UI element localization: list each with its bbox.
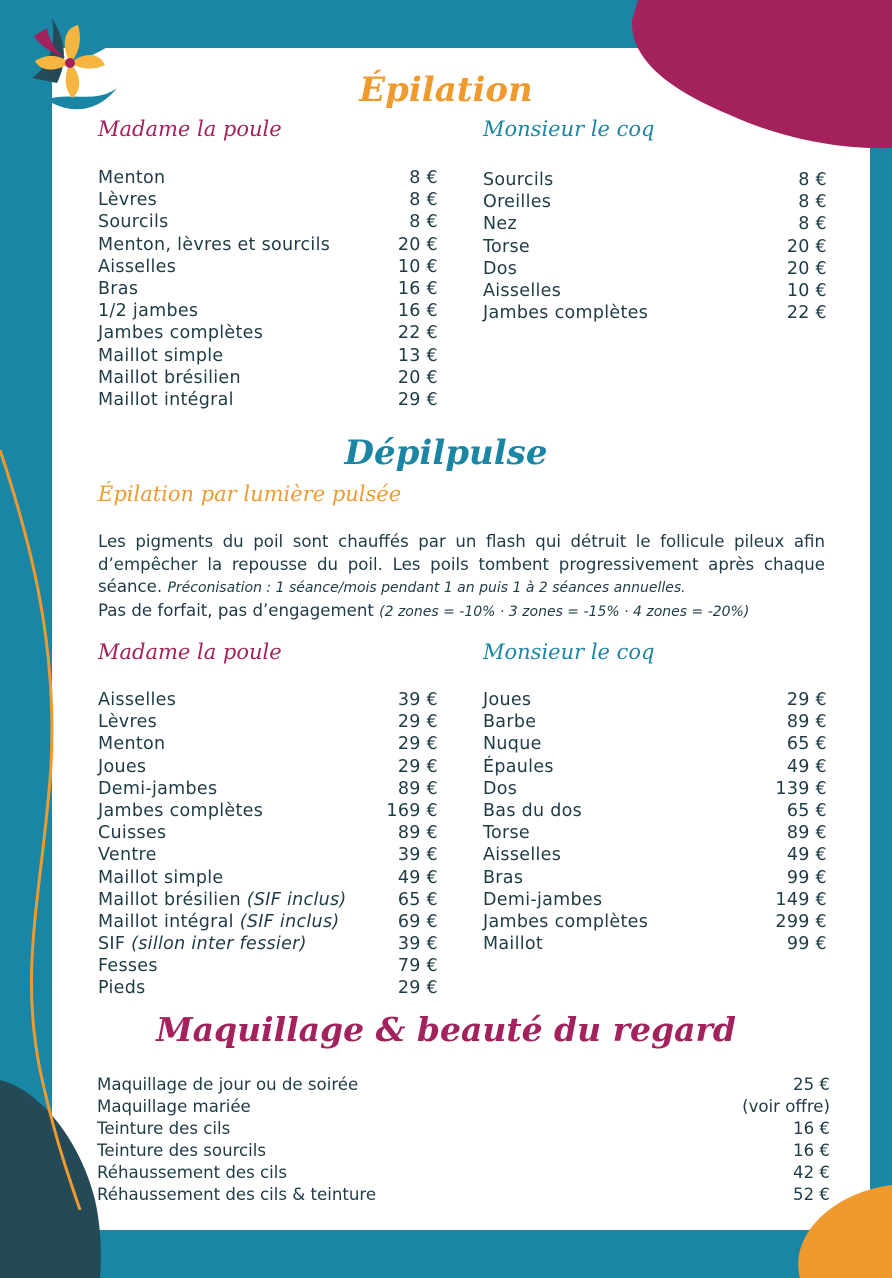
service-price: 39 € xyxy=(397,845,438,866)
service-label xyxy=(98,389,234,411)
price-row xyxy=(98,822,438,844)
service-name: Oreilles xyxy=(483,192,552,213)
service-price: 22 € xyxy=(786,303,827,324)
service-price: 52 € xyxy=(793,1185,830,1204)
service-label xyxy=(483,756,554,778)
service-name: Dos xyxy=(483,778,518,799)
service-price: 8 € xyxy=(798,170,827,190)
price-row xyxy=(483,933,827,955)
price-row xyxy=(483,280,827,302)
no-package-text: Pas de forfait, pas d’engagement xyxy=(98,600,374,620)
service-label xyxy=(483,689,531,711)
price-row xyxy=(98,867,438,889)
price-row xyxy=(483,169,827,191)
service-price: 39 € xyxy=(397,934,438,955)
service-label xyxy=(98,800,263,822)
service-price: 20 € xyxy=(397,367,438,388)
price-row xyxy=(97,1184,830,1206)
orange-line-decoration xyxy=(0,450,90,1210)
service-name: Maillot intégral xyxy=(98,389,234,410)
service-price: 8 € xyxy=(409,190,438,211)
service-name: Torse xyxy=(483,823,531,844)
price-row xyxy=(98,256,438,278)
service-name: Dos xyxy=(483,258,518,279)
service-label xyxy=(97,1140,266,1162)
service-price: 149 € xyxy=(775,889,827,910)
service-label xyxy=(483,213,517,235)
price-row xyxy=(98,711,438,733)
price-row xyxy=(98,844,438,866)
service-label xyxy=(98,345,224,367)
service-name: Épaules xyxy=(483,756,554,777)
service-label xyxy=(98,977,146,999)
service-price: 13 € xyxy=(397,345,438,366)
service-label xyxy=(98,167,165,189)
depilpulse-madame-heading: Madame la poule xyxy=(98,640,282,664)
price-row xyxy=(98,955,438,977)
price-row xyxy=(483,800,827,822)
service-price: 29 € xyxy=(397,978,438,999)
price-row xyxy=(483,889,827,911)
service-name: Aisselles xyxy=(483,845,562,866)
service-price: (voir offre) xyxy=(742,1097,830,1116)
service-price: 10 € xyxy=(786,280,827,301)
discounts-text: (2 zones = -10% · 3 zones = -15% · 4 zones = -20%) xyxy=(379,603,750,620)
service-price: 79 € xyxy=(397,956,438,977)
service-label xyxy=(98,256,176,278)
service-name: Barbe xyxy=(483,712,537,733)
service-name: Bras xyxy=(483,867,524,888)
service-price: 39 € xyxy=(397,690,438,710)
price-row xyxy=(483,689,827,711)
maquillage-list xyxy=(97,1074,830,1206)
service-label xyxy=(98,278,138,300)
service-price: 99 € xyxy=(786,934,827,955)
service-price: 8 € xyxy=(409,168,438,188)
service-name: Fesses xyxy=(98,956,158,977)
service-label xyxy=(98,933,307,955)
service-label xyxy=(98,778,217,800)
service-name: Cuisses xyxy=(98,823,167,844)
price-row xyxy=(98,800,438,822)
price-row xyxy=(98,389,438,411)
price-row xyxy=(98,300,438,322)
service-label xyxy=(98,234,330,256)
service-price: 16 € xyxy=(397,301,438,322)
service-name: Aisselles xyxy=(98,690,177,710)
price-row xyxy=(483,191,827,213)
price-row xyxy=(98,234,438,256)
price-row xyxy=(97,1162,830,1184)
service-name: Joues xyxy=(98,756,147,777)
service-price: 8 € xyxy=(409,212,438,233)
price-row xyxy=(98,689,438,711)
service-label xyxy=(97,1162,287,1184)
service-label xyxy=(97,1184,376,1206)
service-name: Teinture des sourcils xyxy=(97,1141,267,1160)
price-row xyxy=(98,322,438,344)
service-name: Sourcils xyxy=(98,212,169,233)
epilation-title: Épilation xyxy=(359,70,533,110)
price-row xyxy=(98,778,438,800)
service-label xyxy=(98,889,347,911)
service-label xyxy=(483,911,648,933)
service-price: 49 € xyxy=(397,867,438,888)
service-name: Bas du dos xyxy=(483,800,583,821)
service-price: 89 € xyxy=(786,823,827,844)
service-label xyxy=(483,258,517,280)
service-price: 10 € xyxy=(397,256,438,277)
service-label xyxy=(98,689,176,711)
service-label xyxy=(98,911,340,933)
service-name: 1/2 jambes xyxy=(98,301,199,322)
price-row xyxy=(98,733,438,755)
service-price: 49 € xyxy=(786,756,827,777)
epilation-madame-list xyxy=(98,167,438,411)
service-label xyxy=(483,778,517,800)
service-label xyxy=(98,189,157,211)
service-note: (SIF inclus) xyxy=(239,911,340,932)
depilpulse-description xyxy=(98,531,825,623)
service-name: Nez xyxy=(483,214,517,235)
service-label xyxy=(98,711,157,733)
service-price: 20 € xyxy=(397,234,438,255)
service-price: 8 € xyxy=(798,192,827,213)
service-name: Maillot brésilien xyxy=(98,889,241,910)
depilpulse-madame-list xyxy=(98,689,438,1000)
service-name: Demi-jambes xyxy=(483,889,603,910)
service-name: Jambes complètes xyxy=(98,323,264,344)
maquillage-title: Maquillage & beauté du regard xyxy=(156,1010,736,1049)
price-row xyxy=(97,1096,830,1118)
service-price: 29 € xyxy=(397,734,438,755)
price-row xyxy=(483,258,827,280)
depilpulse-subtitle: Épilation par lumière pulsée xyxy=(98,482,402,506)
depilpulse-monsieur-list xyxy=(483,689,827,955)
service-price: 16 € xyxy=(793,1119,830,1138)
service-price: 89 € xyxy=(397,778,438,799)
price-row xyxy=(97,1074,830,1096)
depilpulse-monsieur-heading: Monsieur le coq xyxy=(483,640,655,664)
service-name: Maillot intégral xyxy=(98,911,234,932)
service-price: 139 € xyxy=(775,778,827,799)
service-label xyxy=(98,822,166,844)
price-row xyxy=(483,236,827,258)
service-name: Jambes complètes xyxy=(483,303,649,324)
service-price: 65 € xyxy=(786,800,827,821)
service-price: 29 € xyxy=(786,690,827,710)
service-label xyxy=(483,844,561,866)
price-row xyxy=(98,911,438,933)
service-label xyxy=(97,1118,230,1140)
service-price: 65 € xyxy=(397,889,438,910)
service-name: Torse xyxy=(483,236,531,257)
service-price: 29 € xyxy=(397,712,438,733)
service-price: 16 € xyxy=(397,278,438,299)
service-price: 49 € xyxy=(786,845,827,866)
price-row xyxy=(97,1140,830,1162)
depilpulse-title: Dépilpulse xyxy=(344,433,548,473)
service-label xyxy=(483,933,543,955)
service-name: Réhaussement des cils xyxy=(97,1163,288,1182)
price-row xyxy=(483,711,827,733)
service-label xyxy=(483,867,523,889)
service-name: Réhaussement des cils & teinture xyxy=(97,1185,377,1204)
price-row xyxy=(483,778,827,800)
price-row xyxy=(483,733,827,755)
service-note: (sillon inter fessier) xyxy=(131,934,307,955)
service-name: Demi-jambes xyxy=(98,778,218,799)
service-name: Menton xyxy=(98,168,166,188)
service-label xyxy=(98,867,224,889)
price-row xyxy=(483,213,827,235)
service-price: 69 € xyxy=(397,911,438,932)
price-row xyxy=(483,756,827,778)
price-row xyxy=(483,867,827,889)
service-label xyxy=(98,955,158,977)
price-row xyxy=(483,844,827,866)
service-price: 89 € xyxy=(397,823,438,844)
service-label xyxy=(98,300,198,322)
price-row xyxy=(98,211,438,233)
service-label xyxy=(483,889,602,911)
service-name: SIF xyxy=(98,934,126,955)
service-label xyxy=(483,711,536,733)
epilation-madame-heading: Madame la poule xyxy=(98,117,282,141)
service-label xyxy=(98,756,146,778)
price-row xyxy=(98,278,438,300)
service-name: Bras xyxy=(98,278,139,299)
service-label xyxy=(98,367,241,389)
price-row xyxy=(483,822,827,844)
service-name: Sourcils xyxy=(483,170,554,190)
service-name: Pieds xyxy=(98,978,146,999)
price-row xyxy=(98,189,438,211)
service-name: Aisselles xyxy=(483,280,562,301)
service-name: Lèvres xyxy=(98,712,158,733)
service-name: Maillot simple xyxy=(98,345,224,366)
service-name: Nuque xyxy=(483,734,542,755)
price-row xyxy=(483,302,827,324)
description-text: Les pigments du poil sont chauffés par un flash qui détruit le follicule pileux afin d’empêcher la repousse du poil. Les poils tombent progressivement après chaque séance. xyxy=(98,532,825,596)
price-row xyxy=(98,756,438,778)
service-price: 29 € xyxy=(397,389,438,410)
service-name: Teinture des cils xyxy=(97,1119,231,1138)
epilation-monsieur-heading: Monsieur le coq xyxy=(483,117,655,141)
service-note: (SIF inclus) xyxy=(246,889,347,910)
service-name: Menton, lèvres et sourcils xyxy=(98,234,331,255)
service-label xyxy=(98,322,263,344)
price-row xyxy=(98,367,438,389)
service-name: Maquillage de jour ou de soirée xyxy=(97,1075,359,1094)
service-label xyxy=(483,236,530,258)
service-price: 16 € xyxy=(793,1141,830,1160)
service-label xyxy=(483,800,582,822)
service-name: Aisselles xyxy=(98,256,177,277)
service-name: Maillot brésilien xyxy=(98,367,241,388)
service-name: Maquillage mariée xyxy=(97,1097,251,1116)
service-label xyxy=(483,191,551,213)
service-label xyxy=(98,211,169,233)
service-name: Maillot xyxy=(483,934,544,955)
price-row xyxy=(483,911,827,933)
service-price: 25 € xyxy=(793,1075,830,1094)
price-row xyxy=(98,889,438,911)
service-price: 20 € xyxy=(786,236,827,257)
service-label xyxy=(97,1074,358,1096)
service-price: 42 € xyxy=(793,1163,830,1182)
service-label xyxy=(483,733,542,755)
recommendation-text: Préconisation : 1 séance/mois pendant 1 an puis 1 à 2 séances annuelles. xyxy=(167,580,686,596)
service-price: 169 € xyxy=(386,800,438,821)
service-name: Maillot simple xyxy=(98,867,224,888)
service-price: 8 € xyxy=(798,214,827,235)
service-name: Jambes complètes xyxy=(483,911,649,932)
service-label xyxy=(98,733,165,755)
service-label xyxy=(483,169,554,191)
service-label xyxy=(483,280,561,302)
service-price: 22 € xyxy=(397,323,438,344)
service-label xyxy=(483,302,648,324)
service-price: 65 € xyxy=(786,734,827,755)
service-price: 89 € xyxy=(786,712,827,733)
service-label xyxy=(98,844,157,866)
service-price: 299 € xyxy=(775,911,827,932)
service-label xyxy=(483,822,530,844)
service-name: Jambes complètes xyxy=(98,800,264,821)
epilation-monsieur-list xyxy=(483,169,827,324)
service-name: Joues xyxy=(483,690,532,710)
service-name: Menton xyxy=(98,734,166,755)
service-label xyxy=(97,1096,251,1118)
service-name: Lèvres xyxy=(98,190,158,211)
service-name: Ventre xyxy=(98,845,157,866)
price-row xyxy=(97,1118,830,1140)
price-row xyxy=(98,933,438,955)
price-row xyxy=(98,167,438,189)
service-price: 29 € xyxy=(397,756,438,777)
price-row xyxy=(98,977,438,999)
service-price: 99 € xyxy=(786,867,827,888)
price-row xyxy=(98,345,438,367)
service-price: 20 € xyxy=(786,258,827,279)
